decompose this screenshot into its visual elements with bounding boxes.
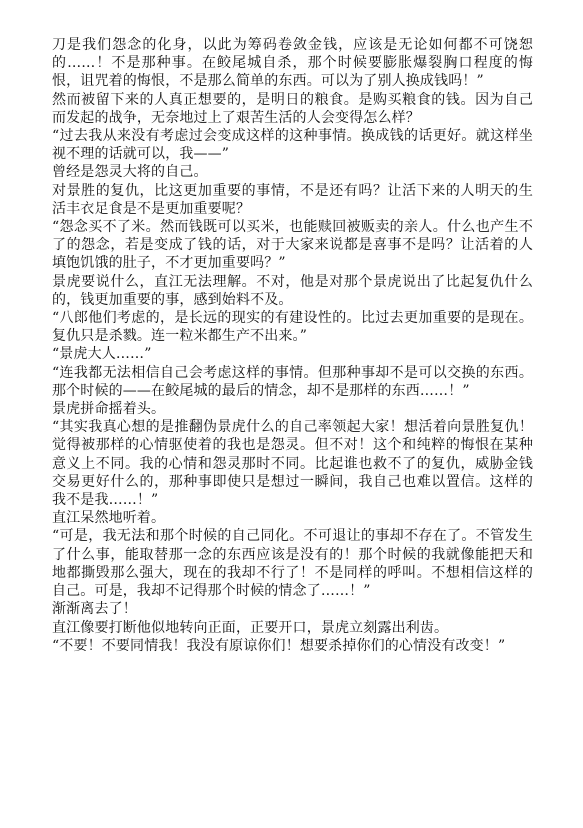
paragraph: 直江像要打断他似地转向正面，正要开口，景虎立刻露出利齿。 (52, 619, 449, 636)
paragraph: “可是，我无法和那个时候的自己同化。不可退让的事却不存在了。不管发生了什么事，能取替那一念的东西应该是没有的！那个时候的我就像能把天和地都撕毁那么强大，现在的我却不行了！不是同样的呼叫。不想相信这样的自己。可是，我却不记得那个时候的情念了……！” (52, 528, 533, 600)
paragraph: “连我都无法相信自己会考虑这样的事情。但那种事却不是可以交换的东西。那个时候的——在鲛尾城的最后的情念，却不是那样的东西……！” (52, 364, 533, 399)
paragraph: “不要！不要同情我！我没有原谅你们！想要杀掉你们的心情没有改变！” (52, 637, 506, 654)
paragraph: 直江呆然地听着。 (52, 510, 166, 527)
paragraph: “怨念买不了米。然而钱既可以买米，也能赎回被贩卖的亲人。什么也产生不了的怨念，若是变成了钱的话，对于大家来说都是喜事不是吗？让活着的人填饱饥饿的肚子，不才更加重要吗？” (52, 219, 533, 272)
paragraph: “过去我从来没有考虑过会变成这样的这种事情。换成钱的话更好。就这样坐视不理的话就可以，我——” (52, 128, 533, 163)
paragraph: “景虎大人……” (52, 346, 152, 363)
paragraph: 景虎要说什么，直江无法理解。不对，他是对那个景虎说出了比起复仇什么的，钱更加重要的事，感到始料不及。 (52, 273, 533, 308)
paragraph: 渐渐离去了！ (52, 601, 137, 618)
paragraph: 然而被留下来的人真正想要的，是明日的粮食。是购买粮食的钱。因为自己而发起的战争，无奈地过上了艰苦生活的人会变得怎么样？ (52, 91, 533, 126)
paragraph: 对景胜的复仇，比这更加重要的事情，不是还有吗？让活下来的人明天的生活丰衣足食是不是更加重要呢？ (52, 182, 533, 217)
paragraph: “其实我真心想的是推翻伪景虎什么的自己率领起大家！想活着向景胜复仇！觉得被那样的心情驱使着的我也是怨灵。但不对！这个和纯粹的悔恨在某种意义上不同。我的心情和怨灵那时不同。比起谁也救不了的复仇，威胁金钱交易更好什么的，那种事即使只是想过一瞬间，我自己也难以置信。这样的我不是我……！” (52, 419, 533, 509)
paragraph: “八郎他们考虑的，是长远的现实的有建设性的。比过去更加重要的是现在。复仇只是杀戮。连一粒米都生产不出来。” (52, 310, 533, 345)
paragraph: 刀是我们怨念的化身，以此为筹码卷敛金钱，应该是无论如何都不可饶恕的……！不是那种事。在鲛尾城自杀，那个时候要膨胀爆裂胸口程度的悔恨，诅咒着的悔恨，不是那么简单的东西。可以为了别人换成钱吗！” (52, 37, 533, 90)
paragraph: 景虎拼命摇着头。 (52, 401, 166, 418)
paragraph: 曾经是怨灵大将的自己。 (52, 164, 208, 181)
